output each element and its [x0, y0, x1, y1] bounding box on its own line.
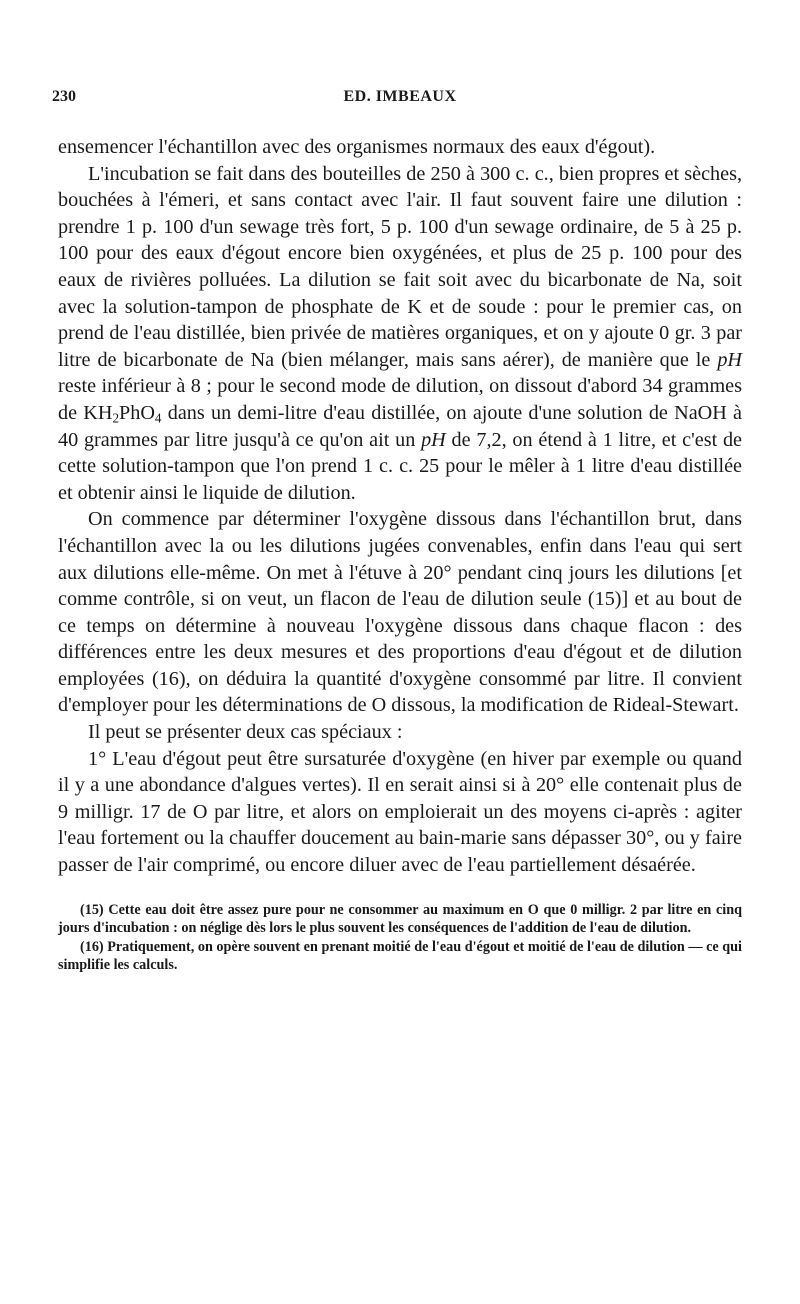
paragraph-special-cases: Il peut se présenter deux cas spéciaux : [88, 721, 403, 744]
subscript: 4 [154, 410, 162, 426]
running-head: ED. IMBEAUX [343, 88, 457, 105]
footnote-16: (16) Pratiquement, on opère souvent en prenant moitié de l'eau d'égout et moitié de l'eau de dilution — ce qui simplifie les calculs. [58, 938, 742, 974]
footnotes [58, 901, 742, 975]
subscript: 2 [112, 410, 120, 426]
ph-symbol: pH [421, 428, 446, 451]
paragraph-case-1: 1° L'eau d'égout peut être sursaturée d'oxygène (en hiver par exemple ou quand il y a une abondance d'algues vertes). Il en serait ainsi si à 20° elle contenait plus de 9 milligr. 17 de O par litre, et alors on emploierait un des moyens ci-après : agiter l'eau fortement ou la chauffer doucement au bain-marie sans dépasser 30°, ou y faire passer de l'air comprimé, ou encore diluer avec de l'eau partiellement désaérée. [58, 747, 742, 877]
footnote-15: (15) Cette eau doit être assez pure pour ne consommer au maximum en O que 0 milligr. 2 par litre en cinq jours d'incubation : on néglige dès lors le plus souvent les conséquences de l'addition de l'eau de dilution. [58, 901, 742, 937]
paragraph-continuation: ensemencer l'échantillon avec des organismes normaux des eaux d'égout). [58, 136, 656, 158]
page-number: 230 [52, 88, 76, 105]
paragraph-incubation: L'incubation se fait dans des bouteilles de 250 à 300 c. c., bien propres et sèches, bouchées à l'émeri, et sans contact avec l'air. Il faut souvent faire une dilution : prendre 1 p. 100 d'un sewage très fort, 5 p. 100 d'un sewage ordinaire, de 5 à 25 p. 100 pour des eaux d'égout encore bien oxygénées, et plus de 25 p. 100 pour des eaux de rivières polluées. La dilution se fait soit avec du bicarbonate de Na, soit avec la solution-tampon de phosphate de K et de soude : pour le premier cas, on prend de l'eau distillée, bien privée de matières organiques, et on y ajoute 0 gr. 3 par litre de bicarbonate de Na (bien mélanger, mais sans aérer), de manière que le pH reste inférieur à 8 ; pour le second mode de dilution, on dissout d'abord 34 grammes de $KH_2PhO_4$ dans un demi-litre d'eau distillée, on ajoute d'une solution de NaOH à 40 grammes par litre jusqu'à ce qu'on ait un pH de 7,2, on étend à 1 litre, et c'est de cette solution-tampon que l'on prend 1 c. c. 25 pour le mêler à 1 litre d'eau distillée et obtenir ainsi le liquide de dilution. [58, 162, 743, 504]
ph-symbol: pH [717, 348, 743, 371]
document-page [52, 88, 743, 975]
body-text [58, 134, 742, 879]
page-header [52, 88, 742, 114]
paragraph-procedure: On commence par déterminer l'oxygène dissous dans l'échantillon brut, dans l'échantillon avec la ou les dilutions jugées convenables, enfin dans l'eau qui sert aux dilutions elle-même. On met à l'étuve à 20° pendant cinq jours les dilutions [et comme contrôle, si on veut, un flacon de l'eau de dilution seule (15)] et au bout de ce temps on détermine à nouveau l'oxygène dissous dans chaque flacon : des différences entre les deux mesures et des proportions d'eau d'égout et de dilution employées (16), on déduira la quantité d'oxygène consommé par litre. Il convient d'employer pour les déterminations de O dissous, la modification de Rideal-Stewart. [58, 508, 742, 717]
